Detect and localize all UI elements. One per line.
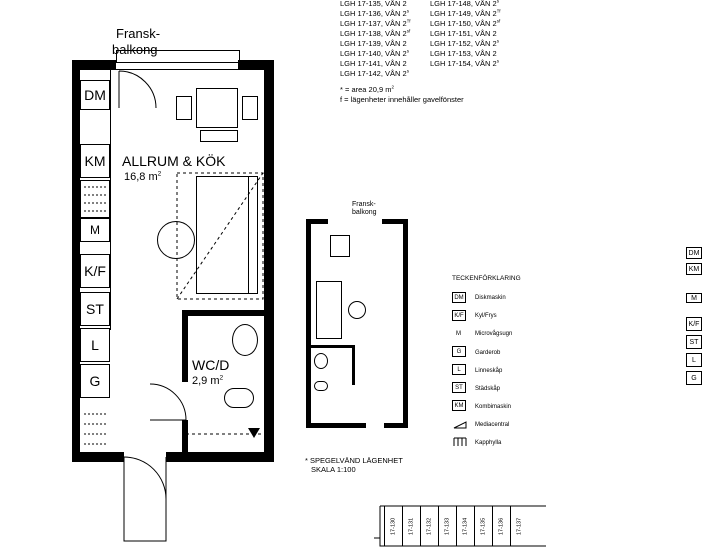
- key-unit-1-label: 17-130: [390, 517, 397, 535]
- apartment-7-text: LGH 17-141, VÅN 2: [340, 59, 407, 68]
- apartment-8-text: LGH 17-142, VÅN 2: [340, 69, 407, 78]
- small-sofa: [316, 281, 342, 339]
- small-balcony-label-2: balkong: [352, 209, 377, 216]
- legend-symbol-g: G: [452, 346, 466, 357]
- apartment-list: [340, 0, 550, 110]
- key-unit-2: [402, 506, 420, 546]
- apartment-5-text: LGH 17-139, VÅN 2: [340, 39, 407, 48]
- apartment-2-text: LGH 17-136, VÅN 2: [340, 9, 407, 18]
- apartment-10-text: LGH 17-149, VÅN 2: [430, 9, 497, 18]
- outer-wall-top-right: [238, 60, 274, 70]
- small-balcony-label: Fransk-: [352, 201, 376, 208]
- small-cabinet-dm: DM: [686, 247, 702, 259]
- key-plan: [372, 498, 548, 550]
- cabinet-l: L: [80, 328, 110, 362]
- apartment-15-text: LGH 17-154, VÅN 2: [430, 59, 497, 68]
- apartment-9-text: LGH 17-148, VÅN 2: [430, 0, 497, 8]
- main-floor-plan: [0, 0, 300, 550]
- footnote-area: [340, 86, 394, 94]
- bath-room-area: [192, 376, 223, 387]
- balcony-rail: [116, 50, 240, 63]
- outer-wall-top-left: [72, 60, 116, 70]
- legend-symbol-km: KM: [452, 400, 466, 411]
- balcony-window: [116, 62, 238, 70]
- cabinet-g: G: [80, 364, 110, 398]
- footnote-area-sup: 2: [391, 84, 395, 90]
- key-unit-5: [456, 506, 474, 546]
- small-wall-top-l: [306, 219, 328, 224]
- legend-symbol-l: L: [452, 364, 466, 375]
- legend-title: TECKENFÖRKLARING: [452, 275, 521, 282]
- small-cabinet-g: G: [686, 371, 702, 385]
- living-area-sup: 2: [157, 170, 162, 178]
- key-unit-1: [384, 506, 402, 546]
- bath-door-swing: [148, 382, 188, 422]
- apartment-2-sup: s: [406, 8, 409, 14]
- living-room-name: ALLRUM & KÖK: [122, 153, 226, 169]
- small-cabinet-l: L: [686, 353, 702, 367]
- mirror-note: * SPEGELVÄND LÄGENHET: [305, 456, 403, 465]
- balcony-label: Fransk-: [116, 26, 161, 41]
- apartment-8-sup: s: [406, 68, 409, 74]
- apartment-11: [430, 20, 500, 28]
- legend-label-km: Kombimaskin: [475, 404, 512, 410]
- legend-symbol-m: M: [456, 331, 461, 337]
- apartment-1: [340, 0, 407, 8]
- small-round-table: [348, 301, 366, 319]
- apartment-4: [340, 30, 410, 38]
- living-room-area: [124, 172, 161, 183]
- apartment-7: [340, 60, 407, 68]
- small-wall-bottom-l: [306, 423, 366, 428]
- cabinet-km: KM: [80, 144, 110, 178]
- legend-symbol-kf: K/F: [452, 310, 466, 321]
- legend-symbol-dm: DM: [452, 292, 466, 303]
- small-wall-right: [403, 219, 408, 427]
- balcony-door-swing: [118, 70, 158, 110]
- apartment-2: [340, 10, 409, 18]
- apartment-10-sup: †f: [496, 8, 501, 14]
- small-dining-table: [330, 235, 350, 257]
- small-wall-bottom-r: [384, 423, 408, 428]
- apartment-12-text: LGH 17-151, VÅN 2: [430, 29, 497, 38]
- apartment-14: [430, 50, 497, 58]
- key-unit-4: [438, 506, 456, 546]
- small-toilet: [314, 381, 328, 391]
- coat-rack-icon: [452, 436, 470, 448]
- apartment-6-text: LGH 17-140, VÅN 2: [340, 49, 407, 58]
- bath-room-name: WC/D: [192, 357, 230, 373]
- apartment-15: [430, 60, 499, 68]
- dining-chair-bottom: [200, 130, 238, 142]
- legend-label-dm: Diskmaskin: [475, 295, 506, 301]
- cabinet-kf: K/F: [80, 254, 110, 288]
- living-area-value: 16,8 m: [124, 171, 158, 183]
- bath-area-sup: 2: [219, 374, 224, 382]
- small-cabinet-kf: K/F: [686, 317, 702, 331]
- legend-label-media: Mediacentral: [475, 422, 510, 428]
- small-cabinet-km: KM: [686, 263, 702, 275]
- small-cabinet-m: M: [686, 293, 702, 303]
- key-unit-6: [474, 506, 492, 546]
- key-unit-7-label: 17-136: [498, 517, 505, 535]
- key-unit-5-label: 17-134: [462, 517, 469, 535]
- outer-wall-left: [72, 60, 80, 460]
- dining-chair-left: [176, 96, 192, 120]
- key-unit-4-label: 17-133: [444, 517, 451, 535]
- cabinet-dm: DM: [80, 80, 110, 110]
- apartment-14-text: LGH 17-153, VÅN 2: [430, 49, 497, 58]
- balcony-label-2: balkong: [112, 42, 158, 57]
- key-unit-8: [510, 506, 528, 546]
- key-unit-3: [420, 506, 438, 546]
- apartment-9: [430, 0, 499, 8]
- apartment-6-sup: s: [406, 48, 409, 54]
- legend-symbol-st: ST: [452, 382, 466, 393]
- legend-label-l: Linneskåp: [475, 368, 503, 374]
- apartment-15-sup: s: [496, 58, 499, 64]
- small-sink: [314, 353, 328, 369]
- apartment-6: [340, 50, 409, 58]
- apartment-8: [340, 70, 409, 78]
- legend-label-st: Städskåp: [475, 386, 501, 392]
- apartment-3: [340, 20, 410, 28]
- key-unit-8-label: 17-137: [516, 517, 523, 535]
- legend-label-g: Garderob: [475, 350, 501, 356]
- outer-wall-bottom-left: [72, 452, 124, 462]
- apartment-3-text: LGH 17-137, VÅN 2: [340, 19, 407, 28]
- dining-table: [196, 88, 238, 128]
- legend: [440, 270, 550, 470]
- cabinet-st: ST: [80, 292, 110, 326]
- apartment-11-sup: sf: [496, 18, 501, 24]
- apartment-11-text: LGH 17-150, VÅN 2: [430, 19, 497, 28]
- stove-area: [80, 180, 110, 218]
- mediacentral-icon: [452, 418, 468, 430]
- small-bath-wall: [308, 345, 354, 348]
- footnote-area-text: * = area 20,9 m: [340, 85, 392, 94]
- cabinet-m: M: [80, 218, 110, 242]
- apartment-13-text: LGH 17-152, VÅN 2: [430, 39, 497, 48]
- round-table: [157, 221, 195, 259]
- apartment-3-sup: †f: [406, 18, 411, 24]
- key-unit-2-label: 17-131: [408, 517, 415, 535]
- key-unit-7: [492, 506, 510, 546]
- legend-label-m: Microvågsugn: [475, 331, 513, 337]
- apartment-13-sup: s: [496, 38, 499, 44]
- small-bath-wall-v: [352, 345, 355, 385]
- key-unit-3-label: 17-132: [426, 517, 433, 535]
- apartment-10: [430, 10, 500, 18]
- scale-note: SKALA 1:100: [311, 465, 356, 474]
- entrance-door: [122, 455, 168, 545]
- apartment-4-sup: sf: [406, 28, 411, 34]
- coat-rack: [82, 410, 110, 452]
- small-wall-top-r: [382, 219, 408, 224]
- small-cabinet-st: ST: [686, 335, 702, 349]
- apartment-1-text: LGH 17-135, VÅN 2: [340, 0, 407, 8]
- bath-area-value: 2,9 m: [192, 375, 220, 387]
- apartment-5: [340, 40, 407, 48]
- apartment-12: [430, 30, 497, 38]
- small-wall-left: [306, 219, 311, 427]
- apartment-9-sup: s: [496, 0, 499, 4]
- apartment-13: [430, 40, 499, 48]
- legend-label-kf: Kyl/Frys: [475, 313, 497, 319]
- key-unit-6-label: 17-135: [480, 517, 487, 535]
- dining-chair-right: [242, 96, 258, 120]
- footnote-window: f = lägenheter innehåller gavelfönster: [340, 95, 464, 104]
- apartment-4-text: LGH 17-138, VÅN 2: [340, 29, 407, 38]
- key-plan-units: [384, 506, 528, 546]
- legend-label-kapphylla: Kapphylla: [475, 440, 502, 446]
